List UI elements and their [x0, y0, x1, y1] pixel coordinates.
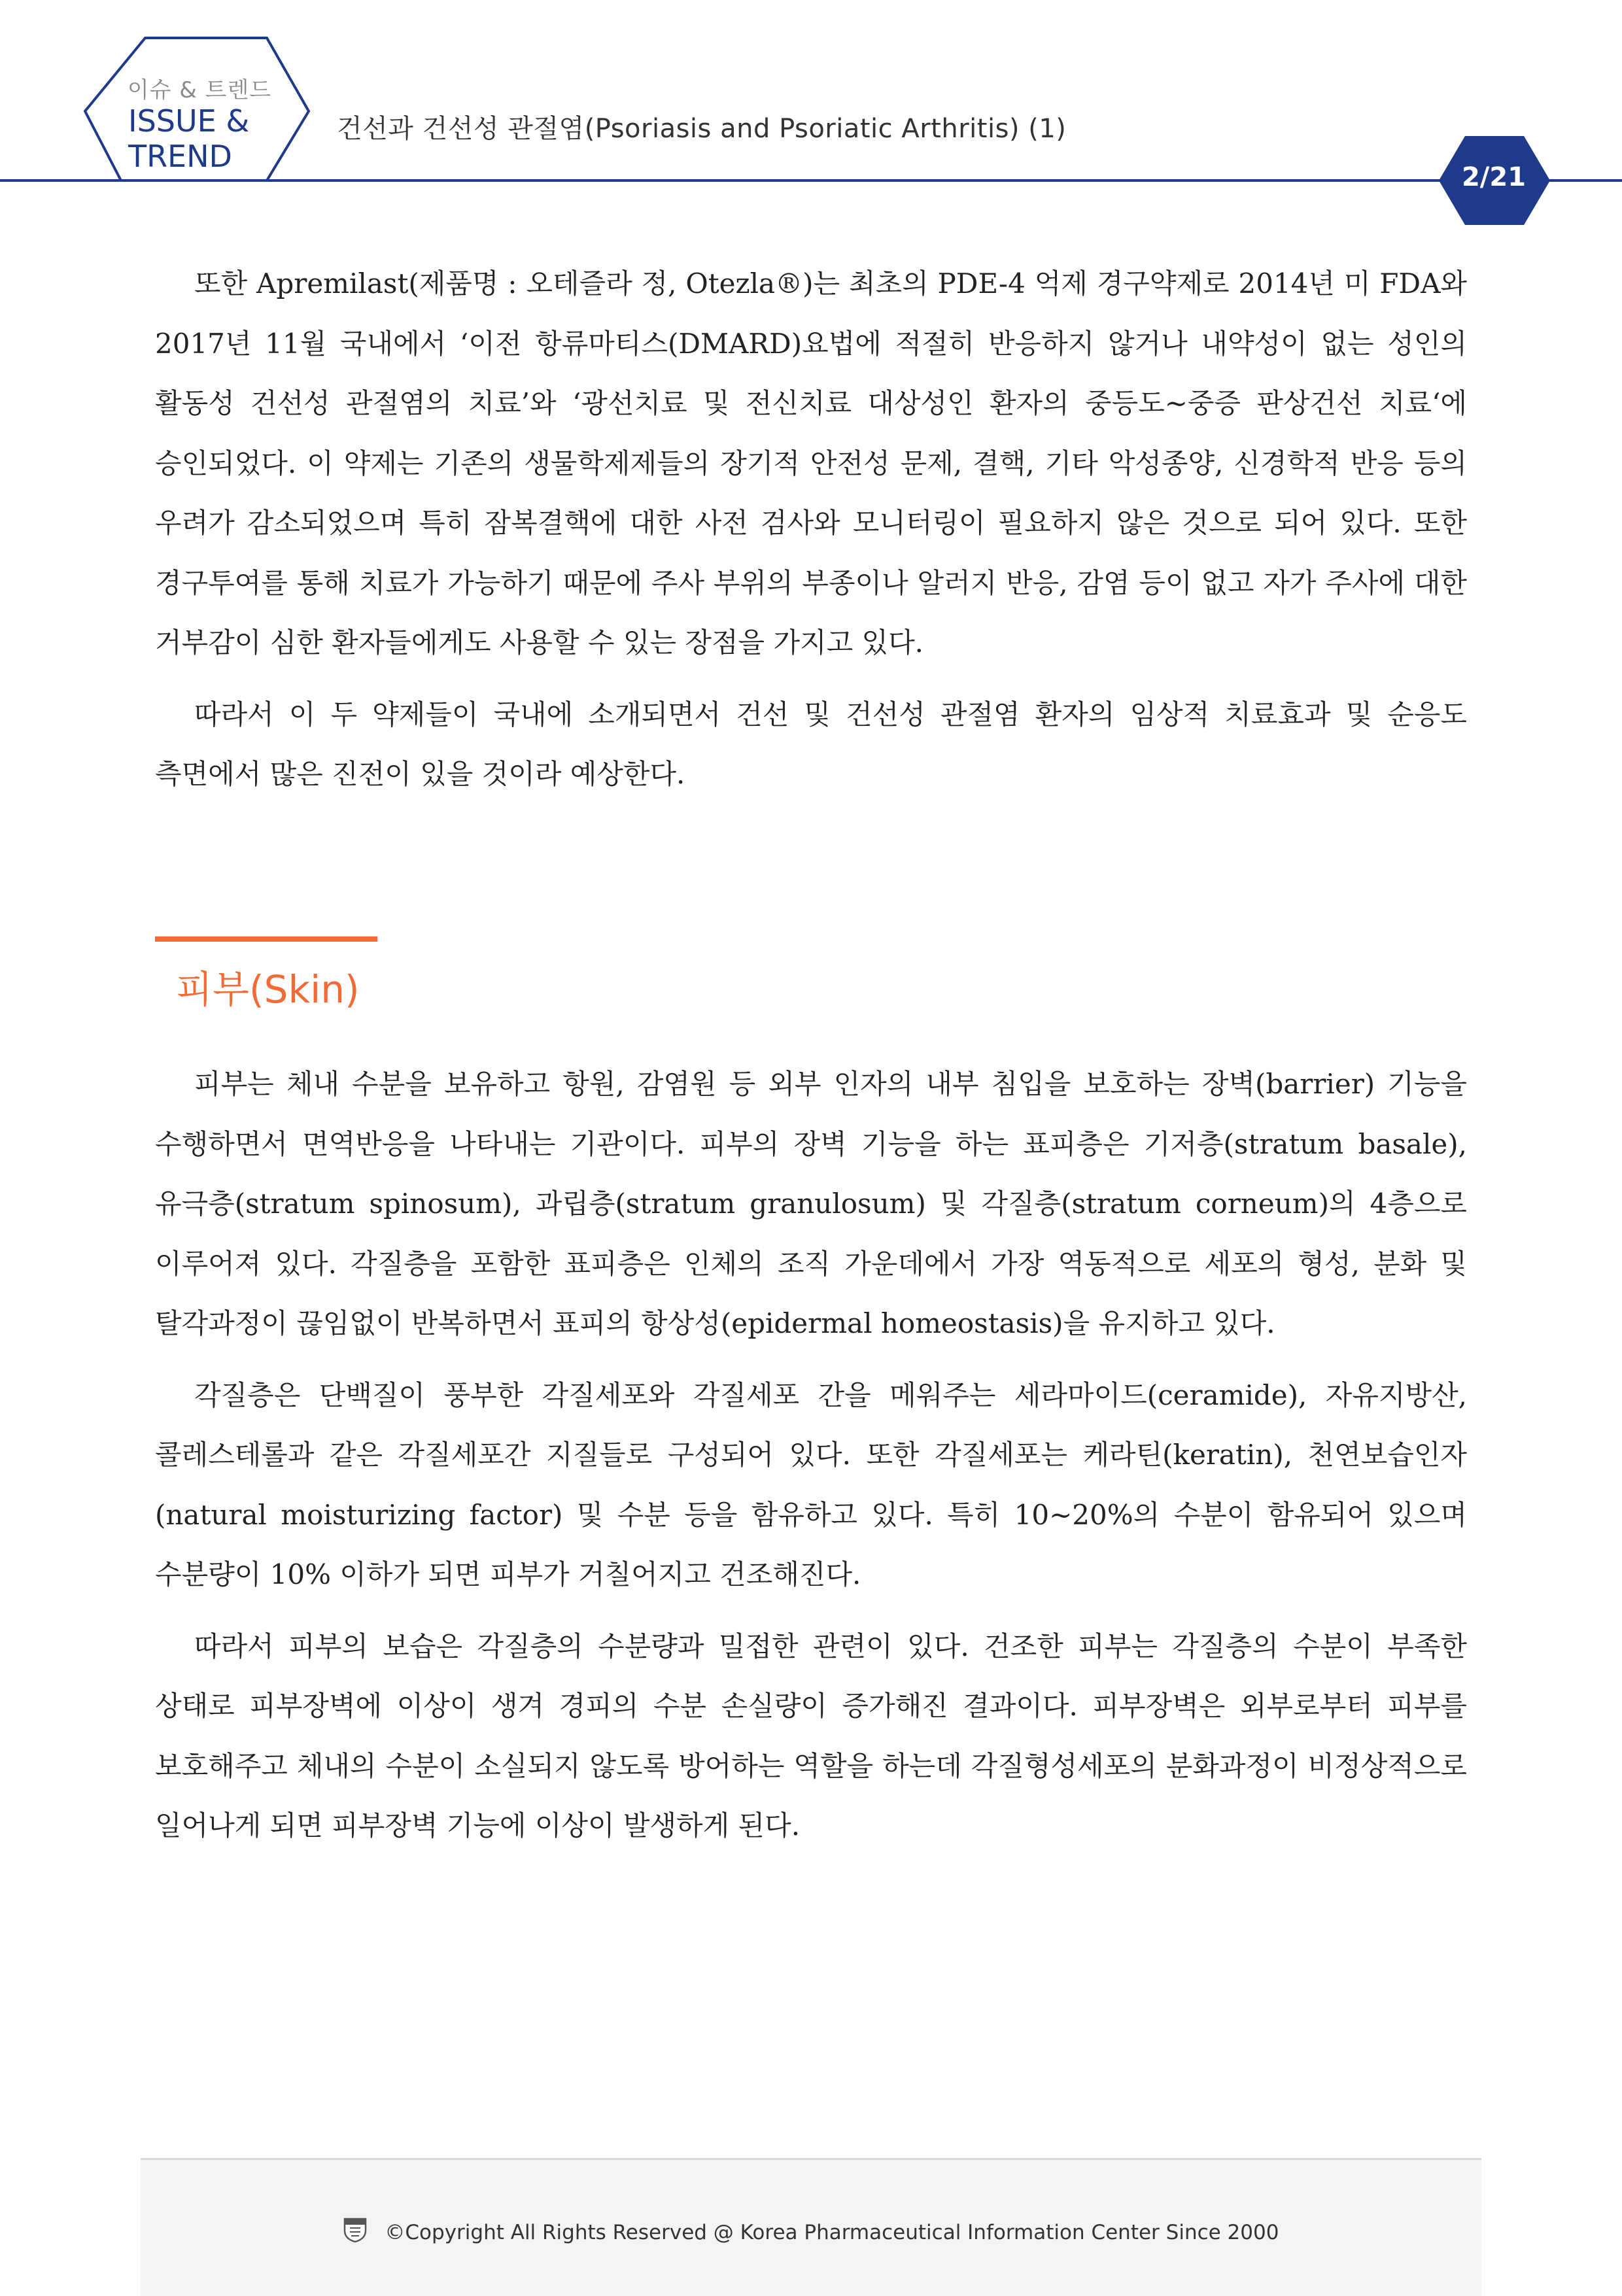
issue-trend-label: [128, 103, 249, 174]
trend-label: TREND: [128, 139, 232, 174]
skin-paragraph-2: 각질층은 단백질이 풍부한 각질세포와 각질세포 간을 메워주는 세라마이드(ceramide), 자유지방산, 콜레스테롤과 같은 각질세포간 지질들로 구성되어 있다. 또한 각질세포는 케라틴(keratin), 천연보습인자(natural moisturizing factor) 및 수분 등을 함유하고 있다. 특히 10~20%의 수분이 함유되어 있으며 수분량이 10% 이하가 되면 피부가 거칠어지고 건조해진다.: [155, 1379, 1467, 1590]
intro-paragraph-1: 또한 Apremilast(제품명 : 오테즐라 정, Otezla®)는 최초의 PDE-4 억제 경구약제로 2014년 미 FDA와 2017년 11월 국내에서 ‘이전 항류마티스(DMARD)요법에 적절히 반응하지 않거나 내약성이 없는 성인의 활동성 건선성 관절염의 치료’와 ‘광선치료 및 전신치료 대상성인 환자의 중등도~중증 판상건선 치료‘에 승인되었다. 이 약제는 기존의 생물학제제들의 장기적 안전성 문제, 결핵, 기타 악성종양, 신경학적 반응 등의 우려가 감소되었으며 특히 잠복결핵에 대한 사전 검사와 모니터링이 필요하지 않은 것으로 되어 있다. 또한 경구투여를 통해 치료가 가능하기 때문에 주사 부위의 부종이나 알러지 반응, 감염 등이 없고 자가 주사에 대한 거부감이 심한 환자들에게도 사용할 수 있는 장점을 가지고 있다.: [155, 267, 1467, 659]
page-number: 2/21: [1461, 162, 1527, 192]
heading-accent-bar: [155, 936, 377, 942]
document-title: 건선과 건선성 관절염(Psoriasis and Psoriatic Arthritis) (1): [337, 114, 1067, 144]
intro-paragraph-2: 따라서 이 두 약제들이 국내에 소개되면서 건선 및 건선성 관절염 환자의 임상적 치료효과 및 순응도 측면에서 많은 진전이 있을 것이라 예상한다.: [155, 698, 1467, 790]
footer-content: [141, 2218, 1481, 2248]
section-heading-skin: [155, 936, 377, 1014]
page-footer: [141, 2158, 1481, 2296]
issue-trend-label-ko: 이슈 & 트렌드: [127, 77, 272, 103]
skin-paragraph-1: 피부는 체내 수분을 보유하고 항원, 감염원 등 외부 인자의 내부 침입을 보호하는 장벽(barrier) 기능을 수행하면서 면역반응을 나타내는 기관이다. 피부의 장벽 기능을 하는 표피층은 기저층(stratum basale), 유극층(stratum spinosum), 과립층(stratum granulosum) 및 각질층(stratum corneum)의 4층으로 이루어져 있다. 각질층을 포함한 표피층은 인체의 조직 가운데에서 가장 역동적으로 세포의 형성, 분화 및 탈각과정이 끊임없이 반복하면서 표피의 항상성(epidermal homeostasis)을 유지하고 있다.: [155, 1068, 1467, 1339]
skin-paragraph-3: 따라서 피부의 보습은 각질층의 수분량과 밀접한 관련이 있다. 건조한 피부는 각질층의 수분이 부족한 상태로 피부장벽에 이상이 생겨 경피의 수분 손실량이 증가해진 결과이다. 피부장벽은 외부로부터 피부를 보호해주고 체내의 수분이 소실되지 않도록 방어하는 역할을 하는데 각질형성세포의 분화과정이 비정상적으로 일어나게 되면 피부장벽 기능에 이상이 발생하게 된다.: [155, 1630, 1467, 1842]
issue-label: ISSUE &: [128, 103, 250, 139]
shield-logo-icon: [343, 2218, 367, 2248]
copyright-text: ©Copyright All Rights Reserved @ Korea Pharmaceutical Information Center Since 2000: [385, 2221, 1279, 2244]
page-header: [0, 0, 1622, 235]
skin-body: [155, 1054, 1467, 1856]
intro-body: [155, 254, 1467, 804]
section-title: 피부(Skin): [176, 967, 360, 1012]
